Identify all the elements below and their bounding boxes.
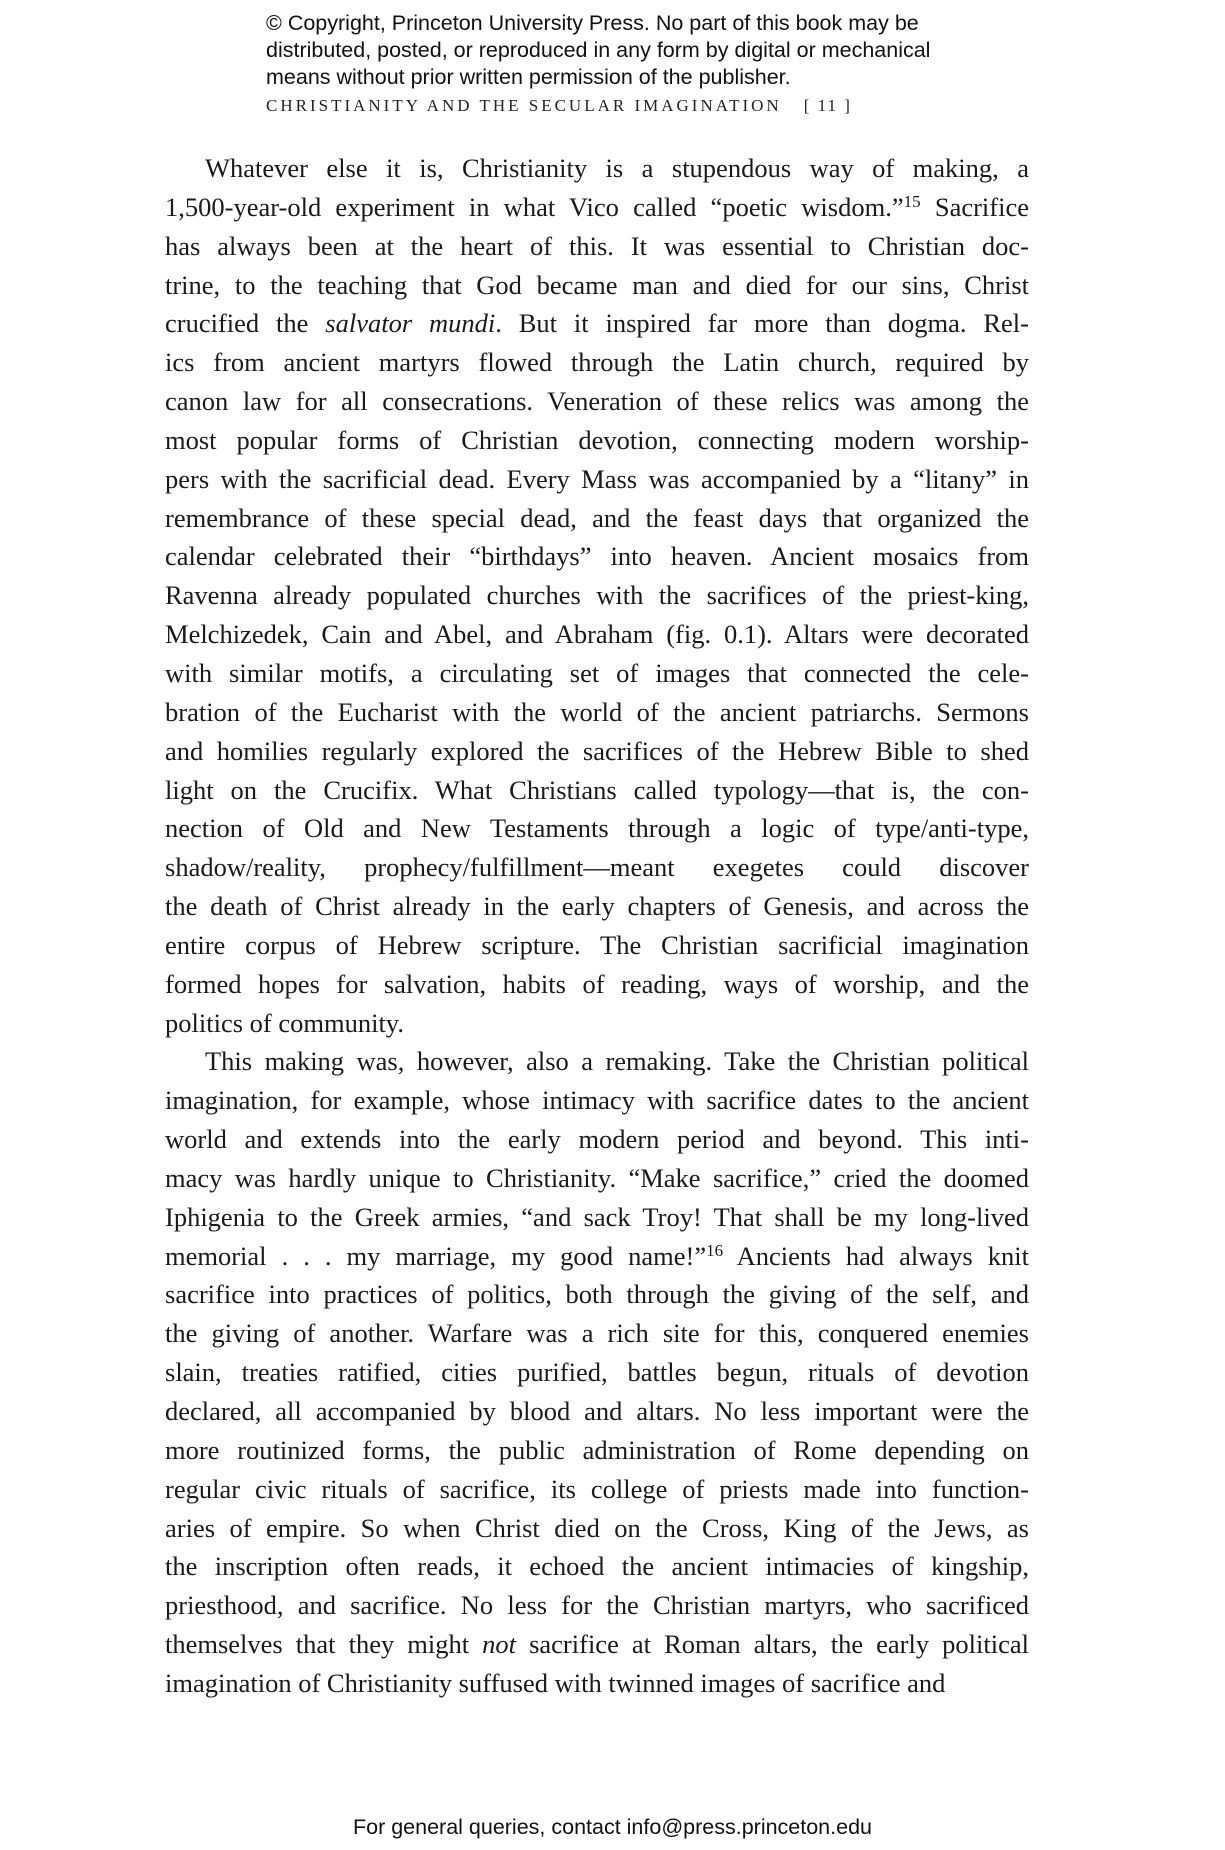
page-number: [ 11 ] — [803, 96, 852, 115]
text-line — [165, 771, 1029, 810]
text-run: most popular forms of Christian devotion, connecting modern worship- — [165, 424, 1029, 455]
footer-contact: For general queries, contact info@press.princeton.edu — [352, 1815, 872, 1839]
text-run: Ancients had always knit — [723, 1240, 1029, 1271]
text-run: sacrifice at Roman altars, the early political — [516, 1629, 1030, 1660]
text-line — [165, 304, 1029, 343]
text-run: Iphigenia to the Greek armies, “and sack Troy! That shall be my long-lived — [165, 1201, 1029, 1232]
text-line — [165, 188, 1029, 227]
text-run: more routinized forms, the public administration of Rome depending on — [165, 1434, 1029, 1465]
text-run: has always been at the heart of this. It was essential to Christian doc- — [165, 230, 1029, 261]
text-run: the death of Christ already in the early chapters of Genesis, and across the — [165, 891, 1029, 922]
text-run: and homilies regularly explored the sacrifices of the Hebrew Bible to shed — [165, 735, 1029, 766]
text-run: 1,500-year-old experiment in what Vico called “poetic wisdom.” — [165, 191, 904, 222]
text-line — [165, 382, 1029, 421]
text-line — [165, 732, 1029, 771]
copyright-notice — [266, 10, 966, 91]
text-run: memorial . . . my marriage, my good name!” — [165, 1240, 707, 1271]
text-line — [165, 654, 1029, 693]
text-line — [165, 576, 1029, 615]
text-line — [165, 1159, 1029, 1198]
text-run: the giving of another. Warfare was a rich site for this, conquered enemies — [165, 1318, 1029, 1349]
text-run: with similar motifs, a circulating set of images that connected the cele- — [165, 657, 1029, 688]
text-run: world and extends into the early modern period and beyond. This inti- — [165, 1124, 1029, 1155]
copyright-line: distributed, posted, or reproduced in any form by digital or mechanical — [266, 38, 931, 62]
text-run: imagination of Christianity suffused with twinned images of sacrifice and — [165, 1667, 946, 1698]
text-run: slain, treaties ratified, cities purified, battles begun, rituals of devotion — [165, 1357, 1029, 1388]
text-run: formed hopes for salvation, habits of reading, ways of worship, and the — [165, 968, 1029, 999]
text-run: Whatever else it is, Christianity is a stupendous way of making, a — [205, 153, 1029, 183]
text-line — [165, 693, 1029, 732]
text-line — [165, 1314, 1029, 1353]
text-line — [165, 1081, 1029, 1120]
text-line — [165, 1470, 1029, 1509]
text-line — [165, 1392, 1029, 1431]
running-head — [266, 96, 852, 116]
text-line — [165, 499, 1029, 538]
copyright-line: © Copyright, Princeton University Press. No part of this book may be — [266, 11, 919, 35]
text-run: ics from ancient martyrs flowed through the Latin church, required by — [165, 347, 1029, 378]
text-run: sacrifice into practices of politics, both through the giving of the self, and — [165, 1279, 1029, 1310]
body-text — [165, 149, 1029, 1703]
paragraph — [165, 149, 1029, 1042]
text-run: This making was, however, also a remaking. Take the Christian political — [205, 1046, 1029, 1077]
text-line — [165, 1198, 1029, 1237]
text-line — [165, 1042, 1029, 1081]
text-line — [165, 965, 1029, 1004]
text-line — [165, 343, 1029, 382]
text-run: pers with the sacrificial dead. Every Mass was accompanied by a “litany” in — [165, 463, 1029, 494]
text-line — [165, 1625, 1029, 1664]
text-run: nection of Old and New Testaments through a logic of type/anti-type, — [165, 813, 1029, 844]
text-run: Melchizedek, Cain and Abel, and Abraham (fig. 0.1). Altars were decorated — [165, 619, 1029, 650]
text-run: aries of empire. So when Christ died on the Cross, King of the Jews, as — [165, 1512, 1029, 1543]
text-run: macy was hardly unique to Christianity. “Make sacrifice,” cried the doomed — [165, 1162, 1029, 1193]
text-line — [165, 1237, 1029, 1276]
text-line — [165, 421, 1029, 460]
text-line — [165, 1547, 1029, 1586]
copyright-line: means without prior written permission of the publisher. — [266, 65, 791, 89]
text-run: the inscription often reads, it echoed the ancient intimacies of kingship, — [165, 1551, 1029, 1582]
text-run: Ravenna already populated churches with the sacrifices of the priest-king, — [165, 580, 1029, 611]
text-run: bration of the Eucharist with the world of the ancient patriarchs. Sermons — [165, 696, 1029, 727]
text-line — [165, 1004, 1029, 1043]
text-run: imagination, for example, whose intimacy with sacrifice dates to the ancient — [165, 1085, 1029, 1116]
text-run: calendar celebrated their “birthdays” into heaven. Ancient mosaics from — [165, 541, 1029, 572]
text-run: remembrance of these special dead, and the feast days that organized the — [165, 502, 1029, 533]
text-line — [165, 1586, 1029, 1625]
text-line — [165, 460, 1029, 499]
text-run: crucified the — [165, 308, 326, 339]
text-line — [165, 149, 1029, 188]
text-run: regular civic rituals of sacrifice, its college of priests made into function- — [165, 1473, 1029, 1504]
text-line — [165, 887, 1029, 926]
footnote-ref: 15 — [903, 191, 921, 211]
text-line — [165, 848, 1029, 887]
text-run: shadow/reality, prophecy/fulfillment—meant exegetes could discover — [165, 852, 1029, 883]
text-run: trine, to the teaching that God became man and died for our sins, Christ — [165, 269, 1029, 300]
paragraph — [165, 1042, 1029, 1702]
text-run: entire corpus of Hebrew scripture. The Christian sacrificial imagination — [165, 929, 1029, 960]
italic-text: salvator mundi — [325, 308, 496, 339]
text-line — [165, 227, 1029, 266]
text-line — [165, 1120, 1029, 1159]
text-line — [165, 615, 1029, 654]
text-run: declared, all accompanied by blood and altars. No less important were the — [165, 1396, 1029, 1426]
text-line — [165, 926, 1029, 965]
text-run: canon law for all consecrations. Veneration of these relics was among the — [165, 386, 1029, 417]
text-line — [165, 1275, 1029, 1314]
text-line — [165, 537, 1029, 576]
text-line — [165, 809, 1029, 848]
text-line — [165, 1664, 1029, 1703]
text-run: . But it inspired far more than dogma. Rel- — [495, 308, 1029, 339]
text-line — [165, 1353, 1029, 1392]
text-line — [165, 1431, 1029, 1470]
italic-text: not — [482, 1629, 517, 1660]
footnote-ref: 16 — [706, 1240, 724, 1260]
text-run: themselves that they might — [165, 1629, 483, 1660]
text-run: priesthood, and sacrifice. No less for the Christian martyrs, who sacrificed — [165, 1590, 1029, 1621]
running-title: CHRISTIANITY AND THE SECULAR IMAGINATION — [266, 96, 782, 115]
text-line — [165, 1509, 1029, 1548]
text-line — [165, 266, 1029, 305]
text-run: politics of community. — [165, 1007, 404, 1038]
text-run: Sacrifice — [920, 191, 1029, 222]
text-run: light on the Crucifix. What Christians called typology—that is, the con- — [165, 774, 1029, 805]
